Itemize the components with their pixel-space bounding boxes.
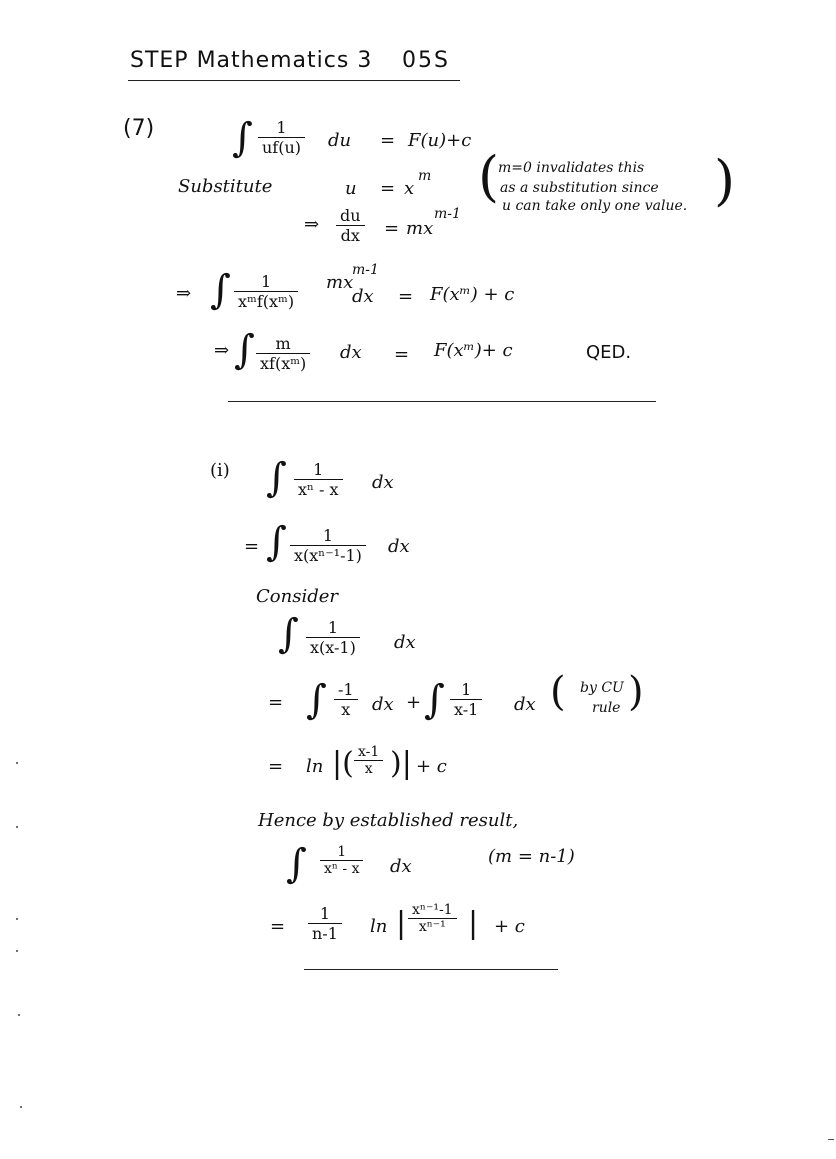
- page-year: 05S: [402, 48, 450, 73]
- denominator: xⁿ⁻¹: [418, 919, 446, 935]
- denominator: dx: [340, 226, 360, 245]
- abs-left: |: [396, 906, 407, 941]
- equals: =: [380, 130, 396, 151]
- derivative-rhs: mx: [406, 218, 434, 239]
- note-left-bracket: (: [478, 145, 500, 208]
- numerator: 1: [276, 118, 287, 137]
- fraction: [320, 844, 363, 877]
- scan-speck: [828, 1139, 834, 1140]
- plus-c: + c: [416, 756, 447, 777]
- numerator: 1: [327, 618, 339, 637]
- numerator: -1: [338, 680, 354, 699]
- fraction: [258, 118, 305, 157]
- part-i-label: (i): [210, 460, 230, 481]
- fraction: [234, 272, 298, 311]
- equals: =: [270, 916, 286, 937]
- rhs: F(xᵐ)+ c: [434, 340, 513, 361]
- note-right-bracket: ): [714, 149, 736, 212]
- numerator: 1: [313, 460, 324, 479]
- differential: dx: [372, 472, 394, 493]
- scan-speck: [16, 950, 18, 952]
- substitute-label: Substitute: [178, 176, 273, 197]
- sub-rhs: x: [404, 178, 415, 199]
- denominator: n-1: [312, 924, 338, 943]
- differential: dx: [394, 632, 416, 653]
- sub-lhs: u: [345, 178, 357, 199]
- coefficient-fraction: [308, 904, 342, 943]
- qed: QED.: [586, 342, 632, 363]
- note-left-bracket: (: [550, 669, 566, 715]
- scan-speck: [16, 826, 18, 828]
- differential: dx: [388, 536, 410, 557]
- equals: =: [380, 178, 396, 199]
- sub-rhs-exponent: m: [418, 168, 432, 184]
- page-title: STEP Mathematics 3: [130, 48, 373, 73]
- implies: ⇒: [176, 283, 192, 304]
- ln: ln: [306, 756, 324, 777]
- scan-speck: [16, 918, 18, 920]
- numerator: 1: [322, 526, 334, 545]
- denominator: xⁿ - x: [324, 861, 360, 877]
- integral-sign: ∫: [266, 519, 287, 565]
- factor-exponent: m-1: [352, 262, 379, 278]
- hence-text: Hence by established result,: [258, 810, 519, 831]
- consider-label: Consider: [256, 586, 338, 607]
- numerator: 1: [319, 904, 331, 923]
- derivative-exponent: m-1: [434, 206, 461, 222]
- equals: =: [268, 692, 284, 713]
- equals: =: [398, 286, 414, 307]
- fraction: [408, 902, 457, 935]
- numerator: xⁿ⁻¹-1: [412, 902, 453, 918]
- fraction: [354, 744, 383, 777]
- fraction: [294, 460, 343, 499]
- implies: ⇒: [304, 214, 320, 235]
- denominator: x: [341, 700, 351, 719]
- scan-speck: [16, 762, 18, 764]
- cu-note-line-1: by CU: [580, 680, 624, 696]
- integral-sign: ∫: [266, 455, 287, 501]
- differential: dx: [390, 856, 412, 877]
- equals: =: [384, 218, 400, 239]
- plus: +: [406, 692, 422, 713]
- ln: ln: [370, 916, 388, 937]
- numerator: du: [340, 206, 361, 225]
- fraction: [306, 618, 360, 657]
- implies: ⇒: [214, 340, 230, 361]
- integral-sign: ∫: [278, 611, 299, 657]
- differential: dx: [372, 694, 394, 715]
- cu-note-line-2: rule: [592, 700, 621, 716]
- differential: dx: [340, 342, 362, 363]
- derivative-fraction: [336, 206, 365, 245]
- differential: du: [328, 130, 352, 151]
- abs-right: |: [468, 906, 479, 941]
- fraction: [334, 680, 358, 719]
- denominator: x-1: [454, 700, 479, 719]
- note-line-2: as a substitution since: [500, 180, 659, 196]
- numerator: m: [275, 334, 291, 353]
- scan-speck: [18, 1014, 20, 1016]
- final-underline: [304, 969, 558, 970]
- numerator: 1: [260, 272, 272, 291]
- numerator: x-1: [358, 744, 380, 760]
- equals: =: [394, 344, 410, 365]
- denominator: x: [364, 761, 373, 777]
- integral-sign: ∫: [232, 115, 253, 161]
- title-underline: [128, 80, 460, 81]
- integral-sign: ∫: [306, 677, 327, 723]
- integral-sign: ∫: [210, 267, 231, 313]
- section-divider: [228, 401, 656, 402]
- scan-speck: [20, 1106, 22, 1108]
- condition: (m = n-1): [488, 846, 575, 867]
- note-line-1: m=0 invalidates this: [498, 160, 645, 176]
- denominator: uf(u): [262, 138, 302, 157]
- denominator: xf(xᵐ): [260, 354, 307, 373]
- denominator: x(x-1): [310, 638, 356, 657]
- note-right-bracket: ): [628, 669, 644, 715]
- note-line-3: u can take only one value.: [502, 198, 688, 214]
- numerator: 1: [337, 844, 347, 860]
- integral-sign: ∫: [286, 841, 307, 887]
- differential: dx: [352, 286, 374, 307]
- denominator: xⁿ - x: [298, 480, 339, 499]
- equals: =: [268, 756, 284, 777]
- integral-sign: ∫: [234, 327, 255, 373]
- equals: =: [244, 536, 260, 557]
- fraction: [450, 680, 482, 719]
- denominator: xᵐf(xᵐ): [238, 292, 295, 311]
- differential: dx: [514, 694, 536, 715]
- rhs: F(xᵐ) + c: [430, 284, 515, 305]
- numerator: 1: [461, 680, 472, 699]
- abs-right: )|: [390, 746, 412, 781]
- factor: mx: [326, 272, 354, 293]
- abs-left: |(: [332, 746, 354, 781]
- plus-c: + c: [494, 916, 525, 937]
- fraction: [290, 526, 366, 565]
- question-number: (7): [123, 116, 155, 141]
- rhs: F(u)+c: [408, 130, 472, 151]
- fraction: [256, 334, 310, 373]
- integral-sign: ∫: [424, 677, 445, 723]
- denominator: x(xⁿ⁻¹-1): [294, 546, 362, 565]
